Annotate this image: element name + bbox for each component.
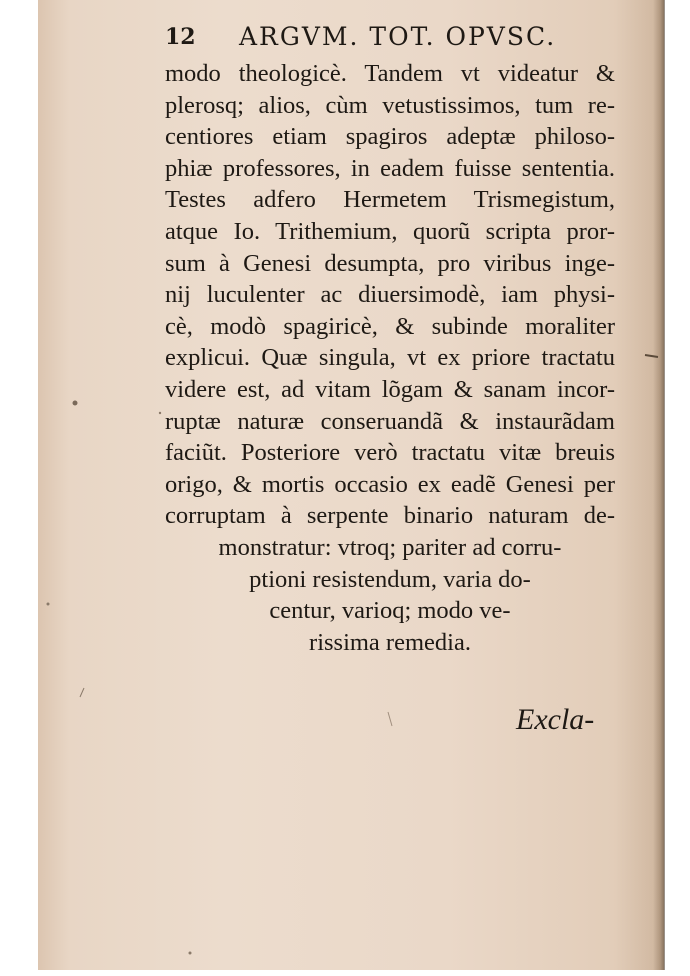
text-line: origo, & mortis occasio ex eadẽ Genesi per: [165, 470, 615, 498]
text-line: cè, modò spagiricè, & subinde moraliter: [165, 312, 615, 340]
page-number: 12: [165, 24, 196, 50]
body-text: [165, 58, 615, 658]
text-line: atque Io. Trithemium, quorũ scripta pror-: [165, 217, 615, 245]
text-line: faciũt. Posteriore verò tractatu vitæ breuis: [165, 439, 615, 467]
text-line: modo theologicè. Tandem vt videatur &: [165, 60, 615, 87]
text-line: rissima remedia.: [309, 628, 471, 656]
text-line: ptioni resistendum, varia do-: [249, 565, 531, 593]
text-line: videre est, ad vitam lõgam & sanam incor-: [165, 375, 615, 403]
running-header: [165, 22, 565, 52]
catchword: Excla-: [516, 703, 595, 736]
text-line: centiores etiam spagiros adeptæ philoso-: [165, 123, 615, 151]
text-line: nij luculenter ac diuersimodè, iam physi-: [165, 281, 615, 309]
text-line: plerosq; alios, cùm vetustissimos, tum re-: [165, 91, 615, 119]
text-line: Testes adfero Hermetem Trismegistum,: [165, 186, 615, 214]
text-line: phiæ professores, in eadem fuisse sententia.: [165, 154, 615, 182]
text-line: sum à Genesi desumpta, pro viribus inge-: [165, 249, 615, 277]
text-line: explicui. Quæ singula, vt ex priore tractatu: [165, 344, 615, 372]
text-line: corruptam à serpente binario naturam de-: [165, 502, 615, 530]
text-line: centur, varioq; modo ve-: [269, 597, 511, 625]
text-line: monstratur: vtroq; pariter ad corru-: [218, 533, 562, 561]
text-line: ruptæ naturæ conseruandã & instaurãdam: [165, 407, 615, 435]
running-title: ARGVM. TOT. OPVSC.: [239, 22, 557, 51]
